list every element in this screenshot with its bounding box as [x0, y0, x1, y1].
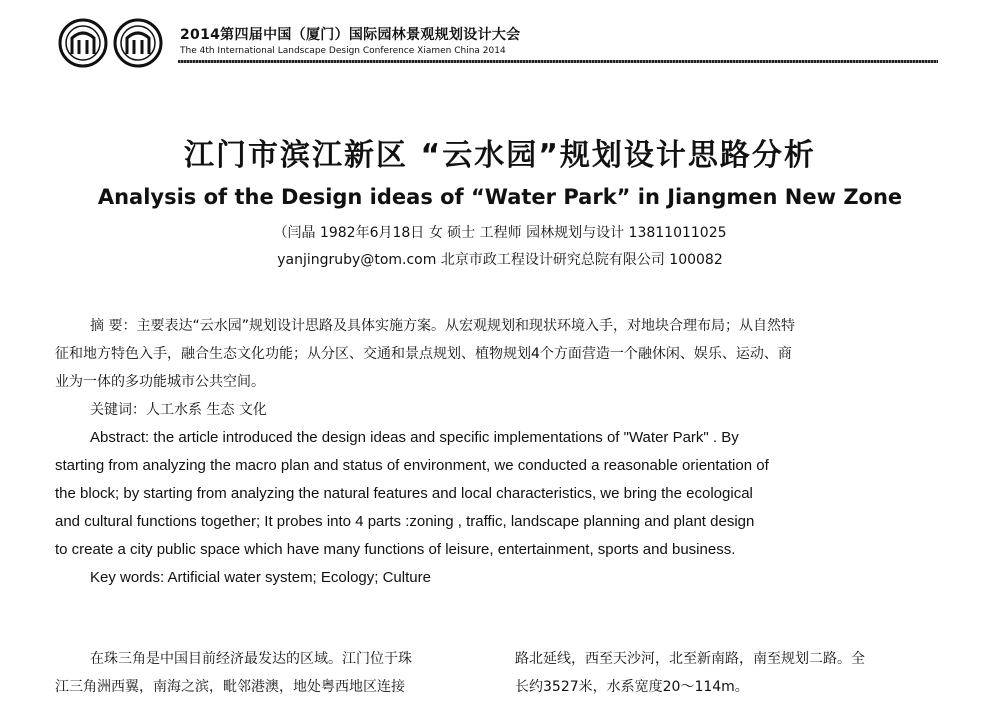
conference-title-en: The 4th International Landscape Design Conference Xiamen China 2014 [180, 46, 506, 56]
abstract-cn-line: 摘 要：主要表达“云水园”规划设计思路及具体实施方案。从宏观规划和现状环境入手，对地块合理布局；从自然特 [90, 318, 795, 334]
body-column-left [55, 645, 485, 701]
conference-header [58, 18, 938, 68]
body-line: 江三角洲西翼，南海之滨，毗邻港澳，地处粤西地区连接 [55, 679, 405, 695]
abstract-en-line: starting from analyzing the macro plan and status of environment, we conducted a reasonable orientation of [55, 457, 769, 474]
body-line: 路北延线，西至天沙河，北至新南路，南至规划二路。全 [515, 651, 865, 667]
conference-title-cn: 2014第四届中国（厦门）国际园林景观规划设计大会 [180, 27, 521, 43]
body-line: 长约3527米，水系宽度20～114m。 [515, 679, 749, 695]
conference-emblem-icon [113, 18, 163, 68]
abstract-en-line: and cultural functions together; It probes into 4 parts :zoning , traffic, landscape planning and plant design [55, 513, 755, 530]
paper-title-en: Analysis of the Design ideas of “Water Park” in Jiangmen New Zone [97, 185, 903, 209]
abstract-cn [55, 312, 945, 396]
abstract-en-line: the block; by starting from analyzing the natural features and local characteristics, we bring the ecological [55, 485, 753, 502]
author-info: （闫晶 1982年6月18日 女 硕士 工程师 园林规划与设计 13811011025 [273, 225, 727, 241]
abstract-en [55, 424, 945, 564]
keywords-en: Key words: Artificial water system; Ecology; Culture [90, 569, 431, 586]
abstract-en-line: Abstract: the article introduced the design ideas and specific implementations of "Water Park" . By [90, 429, 739, 446]
body-column-right [515, 645, 945, 701]
abstract-cn-line: 征和地方特色入手，融合生态文化功能；从分区、交通和景点规划、植物规划4个方面营造一个融休闲、娱乐、运动、商 [55, 346, 792, 362]
abstract-en-line: to create a city public space which have many functions of leisure, entertainment, sports and business. [55, 541, 736, 558]
conference-emblem-icon [58, 18, 108, 68]
body-line: 在珠三角是中国目前经济最发达的区域。江门位于珠 [90, 651, 412, 667]
keywords-cn: 关键词：人工水系 生态 文化 [90, 402, 267, 418]
header-divider [178, 60, 938, 63]
author-contact: yanjingruby@tom.com 北京市政工程设计研究总院有限公司 100082 [277, 252, 723, 268]
paper-title-cn: 江门市滨江新区 “云水园”规划设计思路分析 [184, 138, 816, 173]
abstract-cn-line: 业为一体的多功能城市公共空间。 [55, 374, 265, 390]
